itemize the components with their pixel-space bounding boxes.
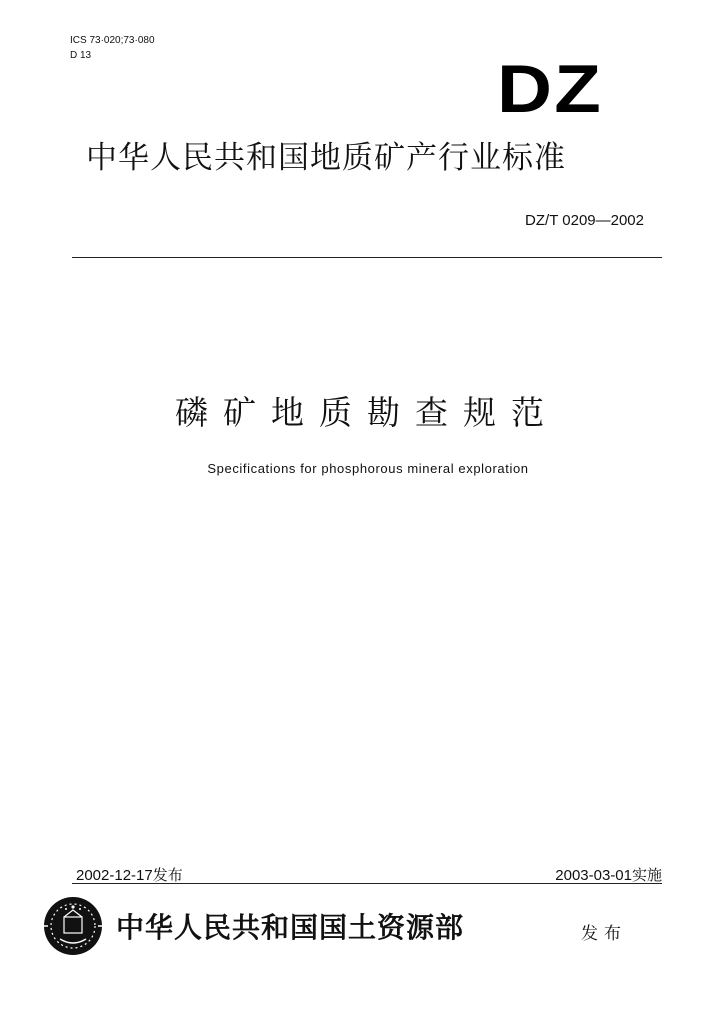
footer-divider — [72, 883, 662, 884]
header-divider — [72, 257, 662, 258]
implementation-date: 2003-03-01实施 — [555, 867, 662, 884]
classification-codes — [70, 33, 155, 63]
standard-number: DZ/T 0209—2002 — [525, 212, 644, 229]
publish-label: 发布 — [581, 924, 627, 944]
national-emblem-seal-icon — [42, 895, 104, 957]
dz-logo: DZ — [497, 51, 604, 127]
document-title-cn: 磷矿地质勘查规范 — [175, 393, 559, 432]
ics-code: ICS 73·020;73·080 — [70, 35, 155, 46]
issue-date: 2002-12-17发布 — [76, 867, 183, 884]
publisher-name: 中华人民共和国国土资源部 — [116, 911, 465, 944]
document-title-en: Specifications for phosphorous mineral exploration — [207, 461, 529, 476]
ccs-code: D 13 — [70, 50, 92, 61]
industry-standard-title: 中华人民共和国地质矿产行业标准 — [86, 140, 566, 176]
